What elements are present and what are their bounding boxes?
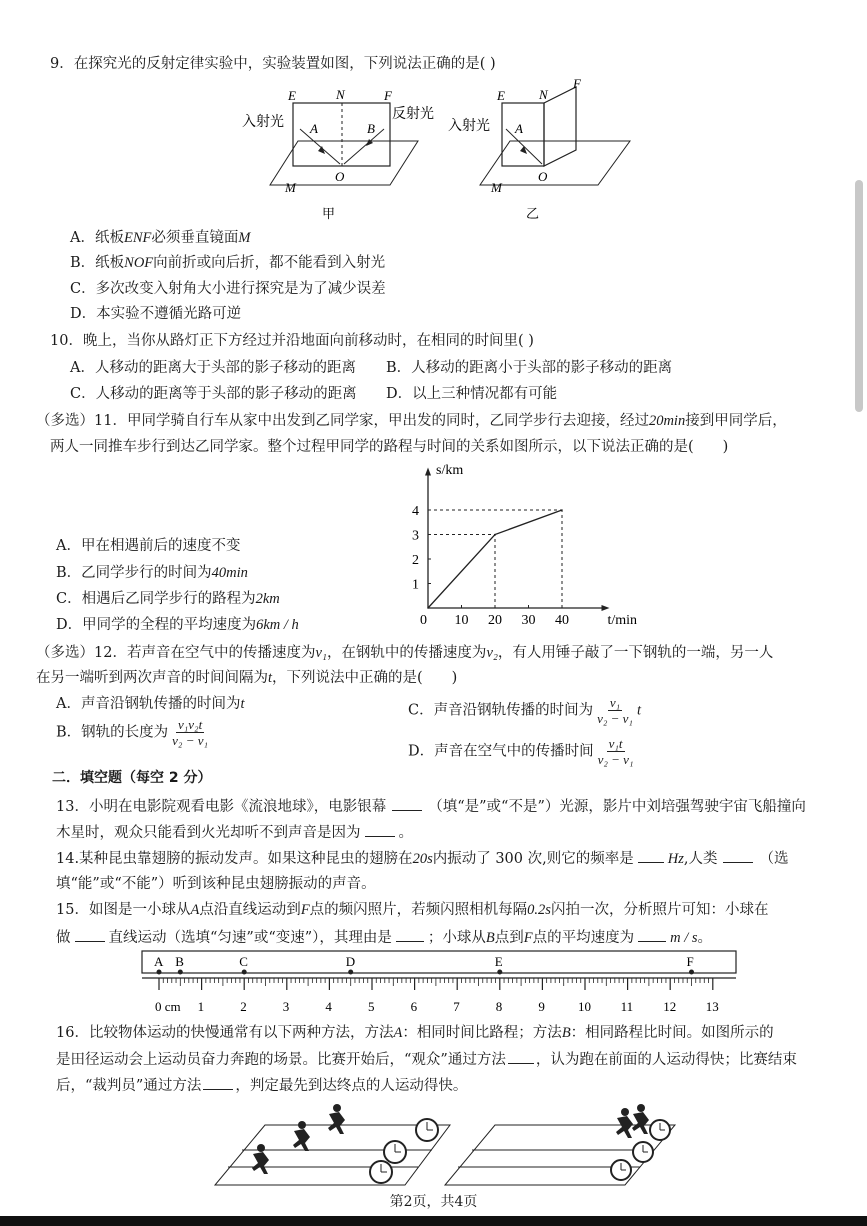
svg-text:M: M <box>491 180 502 195</box>
ruler-tick-label: 9 <box>538 999 545 1014</box>
ball-position <box>689 970 694 975</box>
svg-text:N: N <box>539 87 548 102</box>
svg-text:A: A <box>310 121 318 136</box>
svg-text:入射光: 入射光 <box>448 119 490 134</box>
runner-icon <box>328 1104 345 1134</box>
svg-text:M: M <box>285 180 296 195</box>
q16-line3: 后，“裁判员”通过方法 ，判定最先到达终点的人运动得快。 <box>56 1075 467 1096</box>
stopwatch-icon <box>370 1161 392 1183</box>
x-tick-label: 10 <box>454 613 469 628</box>
ruler-tick-label: 13 <box>705 999 719 1014</box>
q9-option-c[interactable]: C．多次改变入射角大小进行探究是为了减少误差 <box>70 281 386 297</box>
ruler-point-label: A <box>154 954 164 969</box>
stopwatch-icon <box>416 1119 438 1141</box>
svg-text:F: F <box>573 76 581 91</box>
q16-blank-1[interactable] <box>508 1049 534 1064</box>
q15-line1: 15．如图是一小球从A点沿直线运动到F点的频闪照片，若频闪照相机每隔0.2s闪拍一次，分析照片可知：小球在 <box>56 902 769 918</box>
q13-line2: 木星时，观众只能看到火光却听不到声音是因为 。 <box>56 822 413 843</box>
ruler-tick-label: 0 cm <box>155 999 181 1014</box>
q15-ruler <box>130 948 750 1018</box>
q9-option-d[interactable]: D．本实验不遵循光路可逆 <box>70 306 242 322</box>
x-tick-label: 40 <box>555 613 569 628</box>
x-axis-label: t/min <box>607 613 638 628</box>
y-tick-label: 3 <box>412 528 419 544</box>
board-b-left <box>502 103 544 166</box>
q13-blank-2[interactable] <box>365 822 395 837</box>
data-point <box>427 607 429 609</box>
q14-line1: 14.某种昆虫靠翅膀的振动发声。如果这种昆虫的翅膀在20s内振动了 300 次,则它的频率是 Hz,人类 （选 <box>56 848 788 869</box>
q11-option-c[interactable]: C．相遇后乙同学步行的路程为2km <box>56 591 280 607</box>
data-point <box>561 509 563 511</box>
q10-option-b[interactable]: B．人移动的距离小于头部的影子移动的距离 <box>386 360 673 376</box>
ruler-tick-label: 11 <box>620 999 634 1014</box>
q10-option-c[interactable]: C．人移动的距离等于头部的影子移动的距离 <box>70 386 357 402</box>
svg-text:O: O <box>335 169 345 184</box>
q11-option-a[interactable]: A．甲在相遇前后的速度不变 <box>56 538 241 554</box>
y-tick-label: 2 <box>412 553 419 568</box>
q12-option-c[interactable]: C．声音沿钢轨传播的时间为 $\frac{\text{v₁}}{\text{v₂ − v₁}}$ t <box>408 695 641 726</box>
ball-position <box>178 970 183 975</box>
ruler-point-label: B <box>175 954 184 969</box>
ruler-tick-label: 7 <box>453 999 460 1014</box>
q12-option-d[interactable]: D．声音在空气中的传播时间 $\frac{\text{v₁t}}{\text{v₂ − v₁}}$ <box>408 736 634 767</box>
ball-position <box>497 970 502 975</box>
q12-option-b[interactable]: B．钢轨的长度为 $\frac{\text{v₁v₂t}}{\text{v₂ − v₁}}$ <box>56 717 209 748</box>
ruler-tick-label: 2 <box>240 999 247 1014</box>
ruler-point-label: E <box>494 954 503 969</box>
q10-option-a[interactable]: A．人移动的距离大于头部的影子移动的距离 <box>70 360 356 376</box>
y-axis-label: s/km <box>436 463 464 478</box>
q11-chart <box>395 458 645 638</box>
q15-blank-2[interactable] <box>396 927 424 942</box>
data-point <box>494 534 496 536</box>
svg-text:E: E <box>288 88 296 103</box>
q14-line2: 填“能”或“不能”）听到该种昆虫翅膀振动的声音。 <box>56 876 376 892</box>
ruler-tick-label: 3 <box>282 999 290 1014</box>
svg-text:F: F <box>384 88 392 103</box>
q9-option-b[interactable]: B．纸板NOF向前折或向后折，都不能看到入射光 <box>70 255 386 271</box>
q9-figure <box>230 76 650 224</box>
ruler-point-label: F <box>686 954 694 969</box>
stopwatch-icon <box>650 1120 670 1140</box>
bottom-edge <box>0 1216 867 1226</box>
reflected-ray-a <box>344 129 384 164</box>
q16-blank-2[interactable] <box>203 1075 233 1090</box>
incident-ray-a <box>300 129 340 164</box>
q9-figure-a <box>242 87 434 221</box>
q16-line1: 16．比较物体运动的快慢通常有以下两种方法，方法A：相同时间比路程；方法B：相同路程比时间。如图所示的 <box>56 1025 774 1041</box>
q16-race-figure <box>195 1100 695 1190</box>
ruler-tick-label: 5 <box>368 999 375 1014</box>
q11-stem-line1: （多选）11．甲同学骑自行车从家中出发到乙同学家，甲出发的同时，乙同学步行去迎接，经过20min接到甲同学后， <box>36 413 787 429</box>
q15-line2: 做 直线运动（选填“匀速”或“变速”），其理由是 ；小球从B点到F点的平均速度为 m / s。 <box>56 927 712 948</box>
q11-option-d[interactable]: D．甲同学的全程的平均速度为6km / h <box>56 617 299 633</box>
q9-figure-b <box>448 76 630 221</box>
svg-text:B: B <box>367 121 375 136</box>
y-tick-label: 1 <box>412 577 419 593</box>
runner-icon <box>632 1104 649 1134</box>
ruler-point-label: D <box>345 954 356 969</box>
board-b-folded <box>544 87 576 166</box>
q13-line1: 13．小明在电影院观看电影《流浪地球》，电影银幕 （填“是”或“不是”）光源，影片中刘培强驾驶宇宙飞船撞向 <box>56 796 806 817</box>
q16-track-left <box>215 1104 450 1185</box>
q16-line2: 是田径运动会上运动员奋力奔跑的场景。比赛开始后，“观众”通过方法 ，认为跑在前面的人运动得快；比赛结束 <box>56 1049 797 1070</box>
ruler-tick-label: 12 <box>663 999 677 1014</box>
section-fill-in-title: 二．填空题（每空 2 分） <box>52 770 212 786</box>
svg-text:入射光: 入射光 <box>242 115 284 130</box>
svg-text:甲: 甲 <box>322 206 336 221</box>
stopwatch-icon <box>384 1141 406 1163</box>
q14-blank-2[interactable] <box>723 848 753 863</box>
ruler-body <box>142 951 736 973</box>
ruler-tick-label: 4 <box>325 999 332 1014</box>
q9-option-a[interactable]: A．纸板ENF必须垂直镜面M <box>70 230 251 246</box>
q11-option-b[interactable]: B．乙同学步行的时间为40min <box>56 565 248 581</box>
svg-text:乙: 乙 <box>526 206 540 221</box>
svg-text:A: A <box>515 121 523 136</box>
q13-blank-1[interactable] <box>392 796 422 811</box>
x-tick-label: 0 <box>420 613 427 628</box>
q12-stem-line2: 在另一端听到两次声音的时间间隔为t，下列说法中正确的是( ) <box>36 670 458 686</box>
q12-stem-line1: （多选）12．若声音在空气中的传播速度为v₁，在钢轨中的传播速度为v₂，有人用锤子敲了一下钢轨的一端，另一人 <box>36 645 774 661</box>
q9-stem: 9．在探究光的反射定律实验中，实验装置如图，下列说法正确的是( ) <box>50 56 496 72</box>
stopwatch-icon <box>611 1160 631 1180</box>
page-footer: 第2页，共4页 <box>389 1194 478 1210</box>
ruler-tick-label: 6 <box>410 999 418 1014</box>
ruler-tick-label: 1 <box>197 999 205 1014</box>
runner-icon <box>616 1108 633 1138</box>
svg-text:反射光: 反射光 <box>392 107 434 122</box>
x-tick-label: 20 <box>488 613 502 628</box>
q12-option-a[interactable]: A．声音沿钢轨传播的时间为t <box>56 696 245 712</box>
ruler-tick-label: 8 <box>495 999 503 1014</box>
vertical-scrollbar[interactable] <box>855 180 863 412</box>
q15-blank-3[interactable] <box>638 927 666 942</box>
q15-blank-1[interactable] <box>75 927 105 942</box>
svg-text:O: O <box>538 169 548 184</box>
ball-position <box>242 970 247 975</box>
q10-option-d[interactable]: D．以上三种情况都有可能 <box>386 386 558 402</box>
stopwatch-icon <box>633 1142 653 1162</box>
ruler-tick-label: 10 <box>578 999 591 1014</box>
ruler-point-label: C <box>239 954 248 969</box>
ball-position <box>157 970 162 975</box>
x-axis-arrow <box>602 605 610 611</box>
svg-text:N: N <box>336 87 345 102</box>
q14-blank-1[interactable] <box>638 848 664 863</box>
runner-icon <box>252 1144 269 1174</box>
svg-text:E: E <box>497 88 505 103</box>
q16-track-right <box>445 1104 675 1185</box>
y-axis-arrow <box>425 468 431 476</box>
x-tick-label: 30 <box>521 613 536 628</box>
y-tick-label: 4 <box>412 504 419 519</box>
ball-position <box>348 970 353 975</box>
q10-stem: 10．晚上，当你从路灯正下方经过并沿地面向前移动时，在相同的时间里( ) <box>50 333 534 349</box>
q11-stem-line2: 两人一同推车步行到达乙同学家。整个过程甲同学的路程与时间的关系如图所示，以下说法正确的是( ) <box>50 439 729 455</box>
